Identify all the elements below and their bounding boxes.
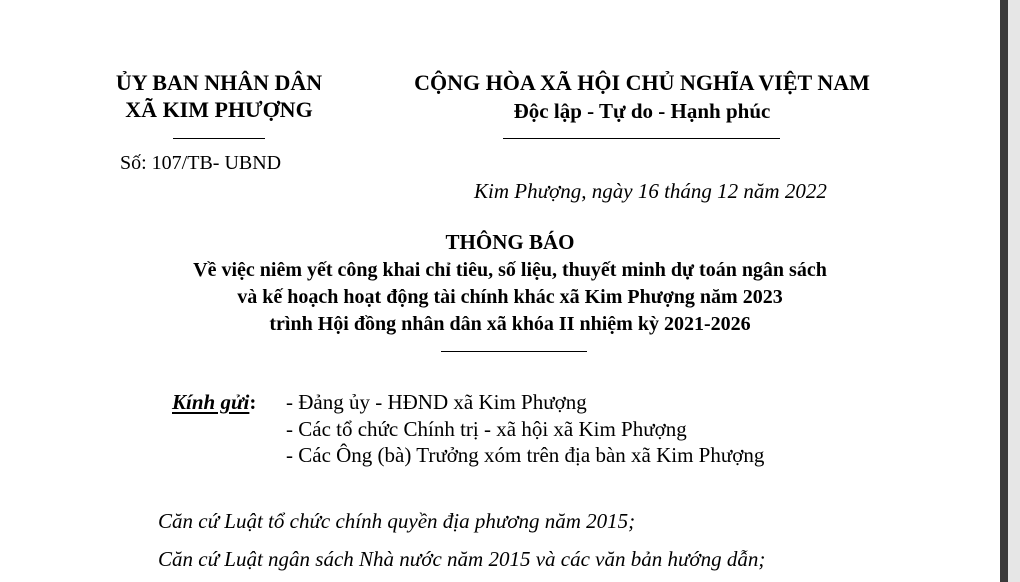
legal-basis-1: Căn cứ Luật tổ chức chính quyền địa phương năm 2015; <box>158 509 636 533</box>
national-motto: Độc lập - Tự do - Hạnh phúc <box>513 99 771 123</box>
page-edge-shadow <box>1000 0 1008 582</box>
document-date: Kim Phượng, ngày 16 tháng 12 năm 2022 <box>474 179 827 203</box>
notice-subject-line-1: Về việc niêm yết công khai chỉ tiêu, số liệu, thuyết minh dự toán ngân sách <box>193 259 827 281</box>
document-number: Số: 107/TB- UBND <box>120 152 282 174</box>
recipients-colon: : <box>249 390 257 414</box>
national-title: CỘNG HÒA XÃ HỘI CHỦ NGHĨA VIỆT NAM <box>414 70 870 95</box>
header-right-divider <box>503 138 780 139</box>
notice-subject-line-2: và kế hoạch hoạt động tài chính khác xã Kim Phượng năm 2023 <box>237 286 783 308</box>
header-left-divider <box>173 138 265 139</box>
viewer-gutter <box>1008 0 1020 582</box>
legal-basis-2: Căn cứ Luật ngân sách Nhà nước năm 2015 và các văn bản hướng dẫn; <box>158 547 766 571</box>
recipient-item: - Đảng ủy - HĐND xã Kim Phượng <box>286 390 587 414</box>
recipients-label: Kính gửi <box>172 390 250 414</box>
recipient-item: - Các tổ chức Chính trị - xã hội xã Kim Phượng <box>286 417 687 441</box>
org-name: ỦY BAN NHÂN DÂN <box>115 70 323 95</box>
notice-subject-line-3: trình Hội đồng nhân dân xã khóa II nhiệm kỳ 2021-2026 <box>269 313 751 335</box>
commune-name: XÃ KIM PHƯỢNG <box>125 97 313 122</box>
title-divider <box>441 351 587 352</box>
notice-title: THÔNG BÁO <box>445 230 575 254</box>
recipient-item: - Các Ông (bà) Trưởng xóm trên địa bàn xã Kim Phượng <box>286 443 765 467</box>
recipients-label-block <box>172 390 256 415</box>
